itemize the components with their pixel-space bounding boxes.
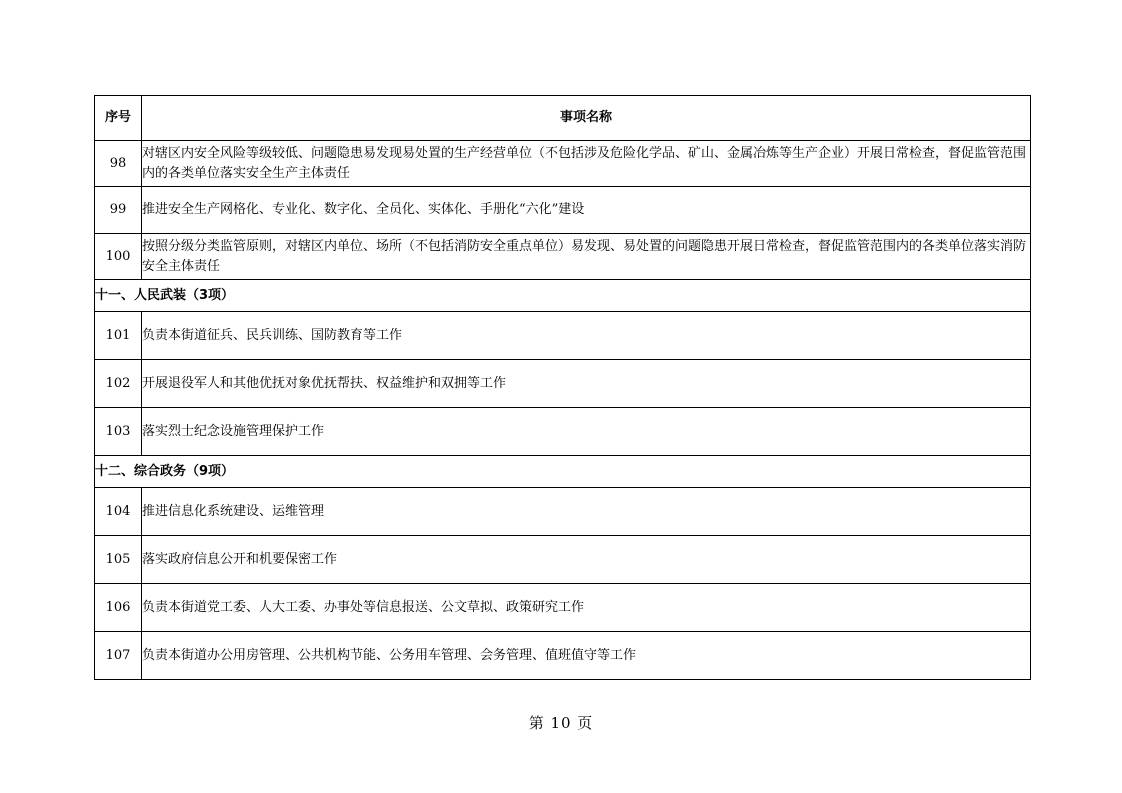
row-text: 按照分级分类监管原则，对辖区内单位、场所（不包括消防安全重点单位）易发现、易处置的问题隐患开展日常检查，督促监管范围内的各类单位落实消防安全主体责任 [142, 234, 1031, 280]
table-row [95, 408, 1031, 456]
row-no: 106 [95, 584, 142, 632]
page-number: 第 10 页 [528, 714, 594, 732]
row-text: 开展退役军人和其他优抚对象优抚帮扶、权益维护和双拥等工作 [142, 360, 1031, 408]
table-row [95, 234, 1031, 280]
table-row [95, 632, 1031, 680]
row-no: 107 [95, 632, 142, 680]
matters-table [94, 95, 1031, 680]
row-no: 103 [95, 408, 142, 456]
row-text: 落实政府信息公开和机要保密工作 [142, 536, 1031, 584]
row-no: 99 [95, 187, 142, 234]
table-header-row [95, 96, 1031, 141]
section-row [95, 280, 1031, 312]
row-text: 对辖区内安全风险等级较低、问题隐患易发现易处置的生产经营单位（不包括涉及危险化学品、矿山、金属冶炼等生产企业）开展日常检查，督促监管范围内的各类单位落实安全生产主体责任 [142, 141, 1031, 187]
row-text: 推进安全生产网格化、专业化、数字化、全员化、实体化、手册化“六化”建设 [142, 187, 1031, 234]
table-row [95, 360, 1031, 408]
header-no: 序号 [95, 96, 142, 141]
table-row [95, 584, 1031, 632]
row-text: 负责本街道党工委、人大工委、办事处等信息报送、公文草拟、政策研究工作 [142, 584, 1031, 632]
table-row [95, 187, 1031, 234]
table-row [95, 312, 1031, 360]
table-row [95, 536, 1031, 584]
row-no: 100 [95, 234, 142, 280]
header-name: 事项名称 [142, 96, 1031, 141]
row-no: 104 [95, 488, 142, 536]
row-text: 负责本街道办公用房管理、公共机构节能、公务用车管理、会务管理、值班值守等工作 [142, 632, 1031, 680]
row-no: 102 [95, 360, 142, 408]
table-row [95, 141, 1031, 187]
row-no: 98 [95, 141, 142, 187]
section-row [95, 456, 1031, 488]
section-title: 十二、综合政务（9项） [95, 456, 1031, 488]
section-title: 十一、人民武装（3项） [95, 280, 1031, 312]
table-row [95, 488, 1031, 536]
row-text: 推进信息化系统建设、运维管理 [142, 488, 1031, 536]
row-text: 负责本街道征兵、民兵训练、国防教育等工作 [142, 312, 1031, 360]
row-no: 101 [95, 312, 142, 360]
row-no: 105 [95, 536, 142, 584]
row-text: 落实烈士纪念设施管理保护工作 [142, 408, 1031, 456]
